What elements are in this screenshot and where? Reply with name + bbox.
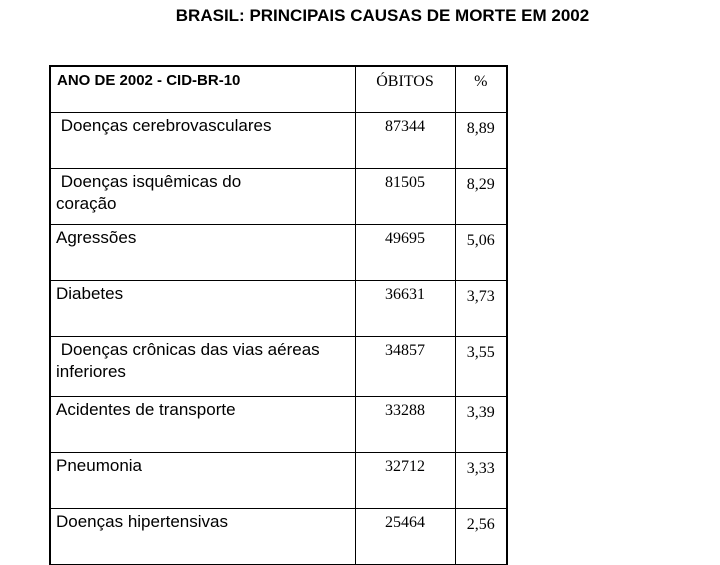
- deaths-value: 87344: [385, 117, 425, 135]
- cause-cell: [50, 396, 355, 452]
- header-deaths-cell: [355, 66, 455, 112]
- cause-cell: [50, 452, 355, 508]
- table-row: [50, 168, 507, 224]
- cause-cell: [50, 168, 355, 224]
- deaths-value: 49695: [385, 229, 425, 247]
- percent-cell: [455, 224, 507, 280]
- deaths-value: 81505: [385, 173, 425, 191]
- cause-text: Agressões: [56, 227, 137, 247]
- percent-cell: [455, 452, 507, 508]
- percent-cell: [455, 112, 507, 168]
- causes-table: [49, 65, 508, 565]
- deaths-value: 34857: [385, 341, 425, 359]
- cause-cell: [50, 112, 355, 168]
- cause-text: Doenças crônicas das vias aéreas inferiores: [56, 339, 325, 381]
- percent-cell: [455, 396, 507, 452]
- header-percent: %: [474, 73, 488, 90]
- percent-value: 8,89: [466, 119, 495, 137]
- cause-cell: [50, 336, 355, 396]
- deaths-cell: [355, 452, 455, 508]
- deaths-value: 32712: [385, 457, 425, 475]
- header-cause: ANO DE 2002 - CID-BR-10: [57, 72, 241, 89]
- percent-cell: [455, 508, 507, 564]
- table-row: [50, 452, 507, 508]
- deaths-cell: [355, 396, 455, 452]
- percent-cell: [455, 280, 507, 336]
- cause-text: Doenças isquêmicas do coração: [56, 171, 246, 213]
- deaths-cell: [355, 112, 455, 168]
- deaths-cell: [355, 168, 455, 224]
- table-header-row: [50, 66, 507, 112]
- header-cause-cell: [50, 66, 355, 112]
- percent-cell: [455, 168, 507, 224]
- cause-text: Doenças cerebrovasculares: [56, 115, 272, 135]
- percent-cell: [455, 336, 507, 396]
- header-deaths: ÓBITOS: [376, 73, 434, 90]
- cause-cell: [50, 224, 355, 280]
- table-row: [50, 224, 507, 280]
- deaths-cell: [355, 508, 455, 564]
- percent-value: 8,29: [466, 175, 495, 193]
- percent-value: 3,33: [466, 459, 495, 477]
- percent-value: 2,56: [466, 515, 495, 533]
- cause-cell: [50, 508, 355, 564]
- deaths-value: 25464: [385, 513, 425, 531]
- deaths-cell: [355, 280, 455, 336]
- table-row: [50, 336, 507, 396]
- table-row: [50, 396, 507, 452]
- table-row: [50, 112, 507, 168]
- cause-text: Acidentes de transporte: [56, 399, 236, 419]
- cause-text: Doenças hipertensivas: [56, 511, 228, 531]
- table-row: [50, 508, 507, 564]
- percent-value: 3,39: [466, 403, 495, 421]
- deaths-value: 33288: [385, 401, 425, 419]
- header-percent-cell: [455, 66, 507, 112]
- deaths-cell: [355, 336, 455, 396]
- page-title: BRASIL: PRINCIPAIS CAUSAS DE MORTE EM 2002: [175, 6, 590, 25]
- percent-value: 3,73: [466, 287, 495, 305]
- deaths-value: 36631: [385, 285, 425, 303]
- cause-text: Pneumonia: [56, 455, 143, 475]
- cause-cell: [50, 280, 355, 336]
- table-row: [50, 280, 507, 336]
- percent-value: 3,55: [466, 343, 495, 361]
- cause-text: Diabetes: [56, 283, 124, 303]
- deaths-cell: [355, 224, 455, 280]
- percent-value: 5,06: [466, 231, 495, 249]
